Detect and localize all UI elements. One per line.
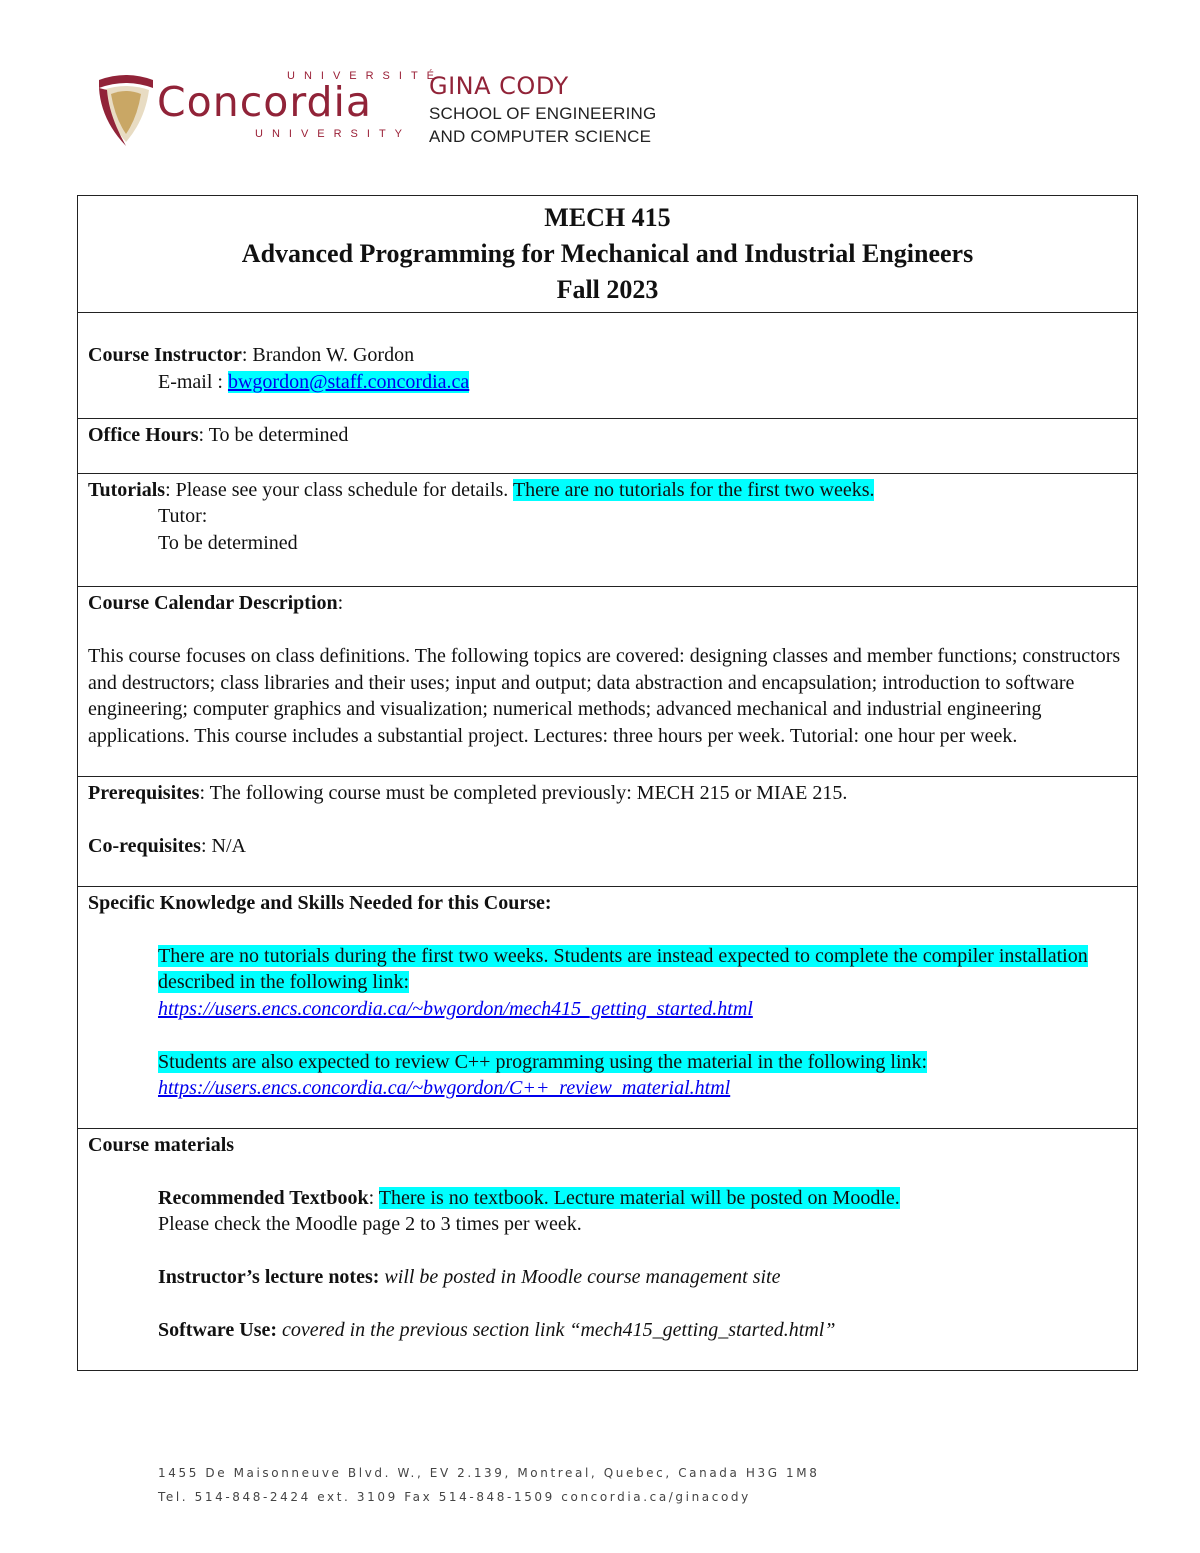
calendar-description: This course focuses on class definitions. The following topics are covered: designing classes and member functions; constructors and destructors; class libraries and their uses; input and output; data abstraction and encapsulation; introduction to software engineering; computer graphics and visualization; numerical methods; advanced mechanical and industrial engineering applications. This course includes a substantial project. Lectures: three hours per week. Tutorial: one hour per week. (88, 645, 1121, 747)
course-title-block (78, 196, 1137, 312)
prerequisites-label: Prerequisites (88, 782, 200, 804)
instructor-section (78, 312, 1137, 418)
skills-section (78, 886, 1137, 1128)
skills-paragraph-2: Students are also expected to review C++ programming using the material in the following link: (158, 1050, 928, 1073)
tutorials-section (78, 473, 1137, 587)
email-label: E-mail : (158, 370, 228, 393)
school-line-1: SCHOOL OF ENGINEERING (429, 104, 657, 123)
tutorials-highlight: There are no tutorials for the first two weeks. (512, 478, 875, 501)
calendar-colon: : (337, 592, 344, 614)
footer-contact: Tel. 514-848-2424 ext. 3109 Fax 514-848-1509 concordia.ca/ginacody (158, 1490, 751, 1504)
course-title: Advanced Programming for Mechanical and Industrial Engineers (241, 239, 974, 268)
software-use-value: covered in the previous section link “mech415_getting_started.html” (277, 1319, 836, 1341)
calendar-label: Course Calendar Description (88, 592, 338, 614)
prerequisites-value: : The following course must be completed previously: MECH 215 or MIAE 215. (199, 782, 848, 804)
letterhead (95, 66, 715, 156)
software-use-label: Software Use: (158, 1319, 278, 1341)
materials-label: Course materials (88, 1133, 235, 1156)
calendar-section (78, 586, 1137, 776)
office-hours-section (78, 418, 1137, 473)
course-term: Fall 2023 (556, 275, 659, 304)
tutorials-label: Tutorials (88, 478, 166, 501)
tutor-label: Tutor: (158, 505, 208, 527)
corequisites-label: Co-requisites (88, 835, 201, 857)
cpp-review-link[interactable]: https://users.encs.concordia.ca/~bwgordon/C++_review_material.html (158, 1077, 731, 1099)
prerequisites-section (78, 776, 1137, 886)
lecture-notes-label: Instructor’s lecture notes: (158, 1266, 380, 1288)
course-code: MECH 415 (544, 203, 671, 232)
office-hours-value: : To be determined (198, 424, 349, 446)
footer-address: 1455 De Maisonneuve Blvd. W., EV 2.139, Montreal, Quebec, Canada H3G 1M8 (158, 1466, 820, 1480)
office-hours-label: Office Hours (88, 424, 199, 446)
instructor-name: : Brandon W. Gordon (241, 344, 415, 366)
textbook-note: Please check the Moodle page 2 to 3 times per week. (158, 1213, 582, 1235)
textbook-label: Recommended Textbook (158, 1186, 369, 1209)
school-name: GINA CODY (429, 72, 569, 100)
university-bottom-label: UNIVERSITY (255, 128, 412, 140)
textbook-highlight: There is no textbook. Lecture material will be posted on Moodle. (378, 1186, 900, 1209)
school-line-2: AND COMPUTER SCIENCE (429, 127, 652, 146)
getting-started-link[interactable]: https://users.encs.concordia.ca/~bwgordon/mech415_getting_started.html (158, 997, 753, 1020)
skills-label: Specific Knowledge and Skills Needed for this Course: (88, 891, 552, 914)
university-name: Concordia (157, 78, 373, 126)
concordia-logo-icon (95, 70, 157, 146)
instructor-email-link[interactable]: bwgordon@staff.concordia.ca (227, 370, 470, 393)
materials-section (78, 1128, 1137, 1370)
course-outline-table (77, 195, 1138, 1371)
textbook-colon: : (368, 1186, 379, 1209)
university-top-label: UNIVERSITÉ (287, 70, 444, 82)
tutorials-text: : Please see your class schedule for details. (165, 478, 513, 501)
skills-paragraph-1: There are no tutorials during the first two weeks. Students are instead expected to complete the compiler installation described in the following link: (158, 944, 1088, 993)
lecture-notes-value: will be posted in Moodle course management site (379, 1266, 781, 1288)
instructor-label: Course Instructor (88, 344, 242, 366)
corequisites-value: : N/A (200, 835, 246, 857)
tutor-value: To be determined (158, 531, 298, 554)
